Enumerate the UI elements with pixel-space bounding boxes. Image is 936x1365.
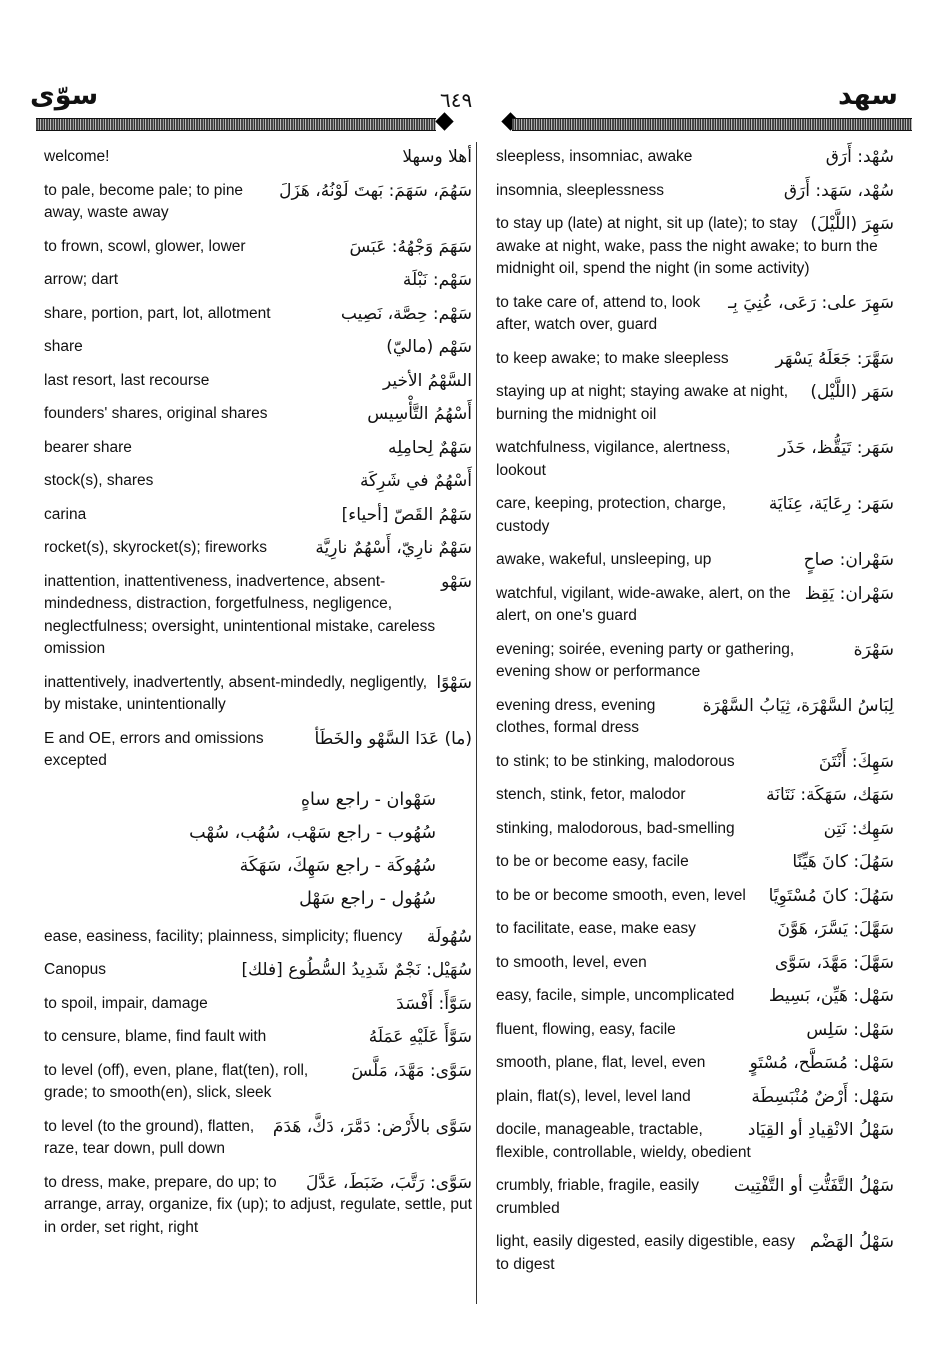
entry-arabic: سَوَّأَ: أَفْسَدَ xyxy=(396,993,472,1014)
entry-english: watchful, vigilant, wide-awake, alert, on the alert, on one's guard xyxy=(496,584,791,624)
entry-english: awake, wakeful, unsleeping, up xyxy=(496,551,712,568)
entry-arabic: سَهْمٌ لِحامِلِه xyxy=(388,437,472,458)
entry-english: to take care of, attend to, look after, watch over, guard xyxy=(496,293,701,333)
entry-english: stench, stink, fetor, malodor xyxy=(496,786,686,803)
entry-english: light, easily digested, easily digestible, easy to digest xyxy=(496,1233,795,1273)
dictionary-entry xyxy=(496,437,894,482)
entry-english: sleepless, insomniac, awake xyxy=(496,148,693,165)
dictionary-entry xyxy=(44,993,472,1016)
cross-reference: سُهُوب - راجع سَهْب، سُهُب، سُهْب xyxy=(189,822,436,843)
entry-english: Canopus xyxy=(44,961,107,978)
left-column xyxy=(44,146,472,1250)
entry-english: to be or become smooth, even, level xyxy=(496,886,746,904)
entry-english: stock(s), shares xyxy=(44,472,154,489)
entry-english: to level (off), even, plane, flat(ten), roll, grade; to smooth(en), slick, sleek xyxy=(44,1061,309,1101)
entry-arabic: سَهْل: سَلِس xyxy=(806,1019,894,1040)
dictionary-entry xyxy=(44,146,472,169)
header-right-word: سهد xyxy=(838,80,898,111)
entry-english: care, keeping, protection, charge, custody xyxy=(496,495,727,535)
entry-english: to pale, become pale; to pine away, waste away xyxy=(44,181,244,221)
entry-english: share xyxy=(44,338,83,355)
header-left-word: سوّى xyxy=(30,80,99,111)
dictionary-entry xyxy=(496,695,894,740)
entry-arabic: سَهْلُ الهَضْم xyxy=(809,1232,894,1252)
dictionary-entry xyxy=(496,1119,894,1164)
entry-arabic: سَهْران: صاحٍ xyxy=(803,550,894,570)
entry-english: to be or become easy, facile xyxy=(496,853,689,870)
entry-arabic: لِبَاسُ السَّهْرَة، ثِيَابُ السَّهْرَة xyxy=(702,695,894,716)
entry-arabic: سَهْل: هَيِّن، بَسِيط xyxy=(768,986,894,1006)
dictionary-entry xyxy=(496,1231,894,1276)
entry-english: bearer share xyxy=(44,438,132,456)
entry-arabic: سَهْل: مُسَطَّح، مُسْتَوٍ xyxy=(749,1053,894,1073)
dictionary-entry xyxy=(496,1019,894,1042)
entry-english: inattentively, inadvertently, absent-mindedly, negligently, by mistake, unintentionally xyxy=(44,673,428,713)
entry-arabic: سُهْد، سَهَد: أَرَق xyxy=(783,180,894,201)
left-entries-bottom xyxy=(44,926,472,1240)
dictionary-entry xyxy=(496,784,894,807)
header-diamond-left xyxy=(435,112,453,130)
entry-english: to smooth, level, even xyxy=(496,953,647,971)
dictionary-entry xyxy=(44,1026,472,1049)
left-entries-top xyxy=(44,146,472,773)
dictionary-entry xyxy=(44,537,472,560)
entry-arabic: أَسْهُمُ التَّأْسِيس xyxy=(367,404,472,424)
dictionary-entry xyxy=(44,728,472,773)
entry-english: to censure, blame, find fault with xyxy=(44,1028,267,1045)
entry-arabic: أَسْهُمٌ في شَرِكَة xyxy=(359,471,472,491)
dictionary-entry xyxy=(496,381,894,426)
entry-english: welcome! xyxy=(44,148,110,165)
dictionary-entry xyxy=(44,403,472,426)
entry-arabic: سَهَر (اللَّيْل) xyxy=(810,382,894,402)
dictionary-entry xyxy=(496,583,894,628)
header-band-right xyxy=(512,118,912,131)
dictionary-entry xyxy=(44,571,472,661)
entry-arabic: سَهُلَ: كانَ مُسْتَوِيًا xyxy=(768,885,894,906)
dictionary-entry xyxy=(44,1060,472,1105)
left-cross-references xyxy=(44,784,472,916)
entry-english: to dress, make, prepare, do up; to arrange, array, organize, fix (up); to adjust, regulate, settle, put in order, set right, right xyxy=(44,1173,472,1236)
entry-english: easy, facile, simple, uncomplicated xyxy=(496,987,735,1004)
entry-english: crumbly, friable, fragile, easily crumbled xyxy=(496,1177,700,1217)
dictionary-entry xyxy=(44,672,472,717)
entry-arabic: سَهْو xyxy=(441,571,472,592)
entry-arabic: سُهَيْل: نَجْمٌ شَدِيدُ السُّطُوع [فلك] xyxy=(241,960,472,980)
entry-arabic: سَهَّلَ: يَسَّرَ، هَوَّنَ xyxy=(777,919,894,939)
entry-english: evening dress, evening clothes, formal dress xyxy=(496,696,656,736)
dictionary-entry xyxy=(44,437,472,460)
cross-reference: سَهْوان - راجع ساهٍ xyxy=(300,789,436,810)
entry-arabic: سَوَّى: رَتَّبَ، ضَبَطَ، عَدَّلَ xyxy=(306,1172,472,1193)
entry-arabic: سَهِرَ على: رَعَى، عُنِيَ بِـ xyxy=(728,292,894,313)
entry-english: fluent, flowing, easy, facile xyxy=(496,1020,676,1038)
entry-english: rocket(s), skyrocket(s); fireworks xyxy=(44,539,268,556)
entry-english: last resort, last recourse xyxy=(44,371,210,389)
entry-arabic: سَهْلُ التَّفَتُّتِ أو التَّفْتِيت xyxy=(733,1176,894,1196)
entry-arabic: سَهْلُ الانْقِيادِ أو القِيَاد xyxy=(747,1120,894,1140)
entry-english: E and OE, errors and omissions excepted xyxy=(44,729,264,769)
entry-arabic: سَهْران: يَقِظ xyxy=(804,583,894,604)
dictionary-entry xyxy=(496,213,894,281)
entry-arabic: سُهُولَة xyxy=(426,926,472,947)
dictionary-entry xyxy=(44,959,472,982)
dictionary-entry xyxy=(44,926,472,949)
dictionary-entry xyxy=(496,348,894,371)
dictionary-entry xyxy=(496,180,894,203)
entry-arabic: (ما) عَدَا السَّهْو والخَطَأ xyxy=(314,728,472,749)
right-entries xyxy=(496,146,894,1276)
dictionary-entry xyxy=(496,1086,894,1109)
entry-arabic: سَهْل: أَرْضٌ مُنْبَسِطَة xyxy=(751,1086,894,1107)
dictionary-entry xyxy=(44,336,472,359)
entry-english: docile, manageable, tractable, flexible, controllable, wieldy, obedient xyxy=(496,1121,751,1161)
entry-arabic: سَهَمَ وَجْهُهُ: عَبَسَ xyxy=(349,236,472,257)
entry-english: to level (to the ground), flatten, raze, tear down, pull down xyxy=(44,1117,255,1157)
dictionary-entry xyxy=(496,952,894,975)
dictionary-entry xyxy=(496,885,894,908)
entry-arabic: سَهِكَ: أَنْتَنَ xyxy=(818,751,894,772)
entry-arabic: أهلا وسهلا xyxy=(402,147,472,167)
entry-arabic: سَهَر: رِعَايَة، عِنَايَة xyxy=(768,494,894,514)
entry-english: staying up at night; staying awake at night, burning the midnight oil xyxy=(496,383,789,423)
entry-english: to frown, scowl, glower, lower xyxy=(44,237,246,255)
header-band-left xyxy=(36,118,436,131)
entry-arabic: سَهِرَ (اللَّيْلَ) xyxy=(810,214,894,234)
entry-english: plain, flat(s), level, level land xyxy=(496,1087,691,1105)
entry-arabic: سَوَّى بالأَرْض: دَمَّرَ، دَكَّ، هَدَمَ xyxy=(272,1116,472,1137)
dictionary-entry xyxy=(44,269,472,292)
entry-english: smooth, plane, flat, level, even xyxy=(496,1054,706,1071)
entry-english: to stink; to be stinking, malodorous xyxy=(496,752,735,770)
dictionary-entry xyxy=(44,470,472,493)
entry-arabic: سَهَّلَ: مَهَّدَ، سَوَّى xyxy=(774,952,894,973)
dictionary-entry xyxy=(496,818,894,841)
dictionary-entry xyxy=(496,146,894,169)
entry-arabic: سَهْم: حِصَّة، نَصِيب xyxy=(340,303,472,324)
entry-arabic: سَوَّأَ عَلَيْهِ عَمَلَهُ xyxy=(368,1027,472,1047)
entry-arabic: سَهْرَة xyxy=(853,639,894,660)
entry-arabic: سَهُلَ: كانَ هَيِّنًا xyxy=(792,852,894,872)
dictionary-entry xyxy=(496,493,894,538)
entry-english: arrow; dart xyxy=(44,271,119,288)
entry-english: ease, easiness, facility; plainness, simplicity; fluency xyxy=(44,927,403,945)
dictionary-entry xyxy=(496,918,894,941)
entry-arabic: سَهْمُ القَصّ [أحياء] xyxy=(341,504,472,525)
entry-arabic: سَوَّى: مَهَّدَ، مَلَّسَ xyxy=(351,1060,472,1081)
entry-arabic: سَهْم (ماليّ) xyxy=(386,337,472,357)
dictionary-entry xyxy=(44,504,472,527)
column-divider xyxy=(476,142,477,1304)
entry-english: stinking, malodorous, bad-smelling xyxy=(496,819,735,837)
entry-english: to stay up (late) at night, sit up (late); to stay awake at night, wake, pass the night awake; to burn the midnight oil, spend the night (in some activity) xyxy=(496,215,878,277)
dictionary-entry xyxy=(496,549,894,572)
entry-arabic: سَهَّرَ: جَعَلَهُ يَسْهَر xyxy=(775,348,894,369)
entry-english: inattention, inattentiveness, inadvertence, absent-mindedness, distraction, forgetfulness, negligence, neglectfulness; oversight, unintentional mistake, careless omission xyxy=(44,572,436,657)
cross-reference: سُهُول - راجع سَهْل xyxy=(299,888,436,909)
dictionary-entry xyxy=(44,303,472,326)
dictionary-entry xyxy=(496,751,894,774)
dictionary-entry xyxy=(44,1172,472,1240)
entry-arabic: سَهْمٌ نارِيّ، أَسْهُمٌ نارِيَّة xyxy=(315,538,472,558)
dictionary-entry xyxy=(496,639,894,684)
entry-english: founders' shares, original shares xyxy=(44,405,268,422)
entry-english: share, portion, part, lot, allotment xyxy=(44,304,271,322)
right-column xyxy=(496,146,894,1287)
entry-arabic: سَهُمَ، سَهَمَ: بَهتَ لَوْنُهُ، هَزَلَ xyxy=(279,180,472,201)
entry-english: evening; soirée, evening party or gathering, evening show or performance xyxy=(496,640,795,680)
entry-arabic: سَهْوًا xyxy=(436,672,472,693)
entry-english: insomnia, sleeplessness xyxy=(496,181,665,199)
dictionary-entry xyxy=(496,985,894,1008)
dictionary-entry xyxy=(44,370,472,393)
entry-arabic: سَهِك: نَتِن xyxy=(823,818,894,839)
entry-arabic: سَهَر: تَيَقُّظ، حَذَر xyxy=(778,438,894,458)
entry-arabic: السَّهْمُ الأخير xyxy=(382,370,472,391)
dictionary-entry xyxy=(496,1052,894,1075)
entry-english: to spoil, impair, damage xyxy=(44,994,208,1012)
page-number: ٦٤٩ xyxy=(440,88,473,112)
entry-arabic: سَهْم: نَبْلَة xyxy=(402,270,472,290)
dictionary-entry xyxy=(496,292,894,337)
entry-english: watchfulness, vigilance, alertness, lookout xyxy=(496,439,731,479)
entry-english: to facilitate, ease, make easy xyxy=(496,920,696,937)
entry-arabic: سَهَك، سَهَكَة: نَتَانَة xyxy=(766,785,894,805)
dictionary-entry xyxy=(44,1116,472,1161)
dictionary-entry xyxy=(496,1175,894,1220)
dictionary-entry xyxy=(496,851,894,874)
dictionary-entry xyxy=(44,236,472,259)
dictionary-entry xyxy=(44,180,472,225)
entry-english: carina xyxy=(44,505,87,523)
cross-reference: سُهُوكَة - راجع سَهِكَ، سَهَكَة xyxy=(239,855,436,876)
entry-english: to keep awake; to make sleepless xyxy=(496,349,729,367)
entry-arabic: سُهْد: أَرَق xyxy=(825,147,894,167)
